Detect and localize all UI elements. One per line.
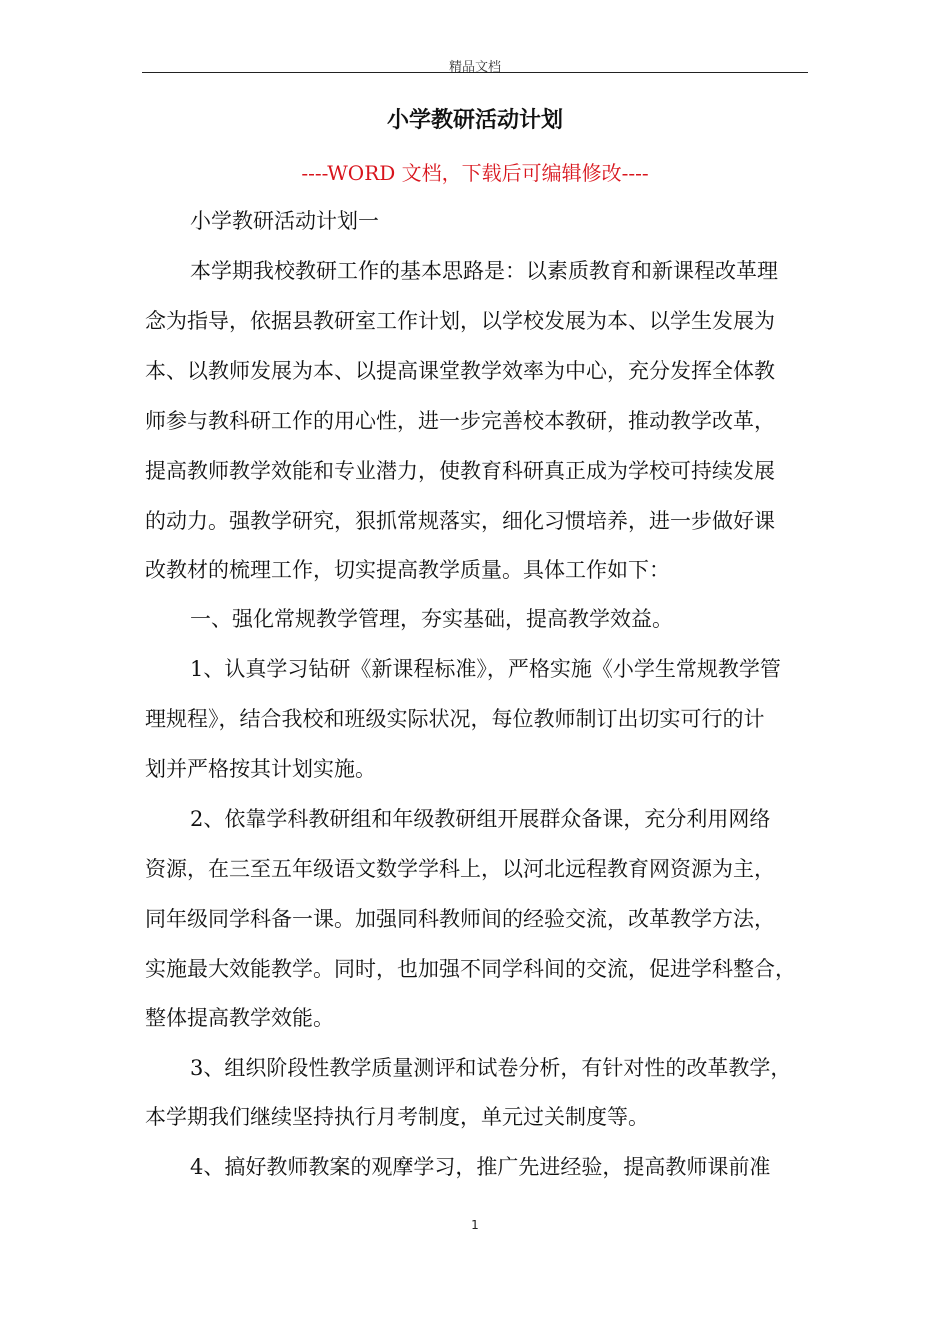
document-subtitle: ----WORD 文档，下载后可编辑修改----: [301, 161, 649, 185]
paragraph-line: 一、强化常规教学管理，夯实基础，提高教学效益。: [190, 607, 673, 631]
paragraph-line: 同年级同学科备一课。加强同科教师间的经验交流，改革教学方法，: [145, 907, 775, 931]
paragraph-line: 实施最大效能教学。同时，也加强不同学科间的交流，促进学科整合，: [145, 957, 796, 981]
paragraph-line: 划并严格按其计划实施。: [145, 757, 376, 781]
page-number: 1: [471, 1218, 479, 1232]
paragraph-line: 理规程》，结合我校和班级实际状况，每位教师制订出切实可行的计: [145, 707, 765, 731]
section-heading: 小学教研活动计划一: [190, 209, 379, 233]
document-title: 小学教研活动计划: [386, 108, 563, 133]
paragraph-line: 念为指导，依据县教研室工作计划，以学校发展为本、以学生发展为: [145, 309, 775, 333]
header-rule: [142, 72, 808, 73]
paragraph-line: 资源，在三至五年级语文数学学科上，以河北远程教育网资源为主，: [145, 857, 775, 881]
paragraph-line: 本学期我们继续坚持执行月考制度，单元过关制度等。: [145, 1105, 649, 1129]
paragraph-line: 提高教师教学效能和专业潜力，使教育科研真正成为学校可持续发展: [145, 459, 775, 483]
paragraph-line: 3、组织阶段性教学质量测评和试卷分析，有针对性的改革教学，: [190, 1056, 792, 1080]
paragraph-line: 1、认真学习钻研《新课程标准》，严格实施《小学生常规教学管: [190, 657, 781, 681]
paragraph-line: 2、依靠学科教研组和年级教研组开展群众备课，充分利用网络: [190, 807, 771, 831]
paragraph-line: 的动力。强教学研究，狠抓常规落实，细化习惯培养，进一步做好课: [145, 509, 775, 533]
paragraph-line: 师参与教科研工作的用心性，进一步完善校本教研，推动教学改革，: [145, 409, 775, 433]
paragraph-line: 本、以教师发展为本、以提高课堂教学效率为中心，充分发挥全体教: [145, 359, 775, 383]
paragraph-line: 4、搞好教师教案的观摩学习，推广先进经验，提高教师课前准: [190, 1155, 771, 1179]
paragraph-line: 改教材的梳理工作，切实提高教学质量。具体工作如下：: [145, 558, 670, 582]
paragraph-line: 整体提高教学效能。: [145, 1006, 334, 1030]
paragraph-line: 本学期我校教研工作的基本思路是：以素质教育和新课程改革理: [190, 259, 778, 283]
page-header: 精品文档: [448, 60, 501, 75]
